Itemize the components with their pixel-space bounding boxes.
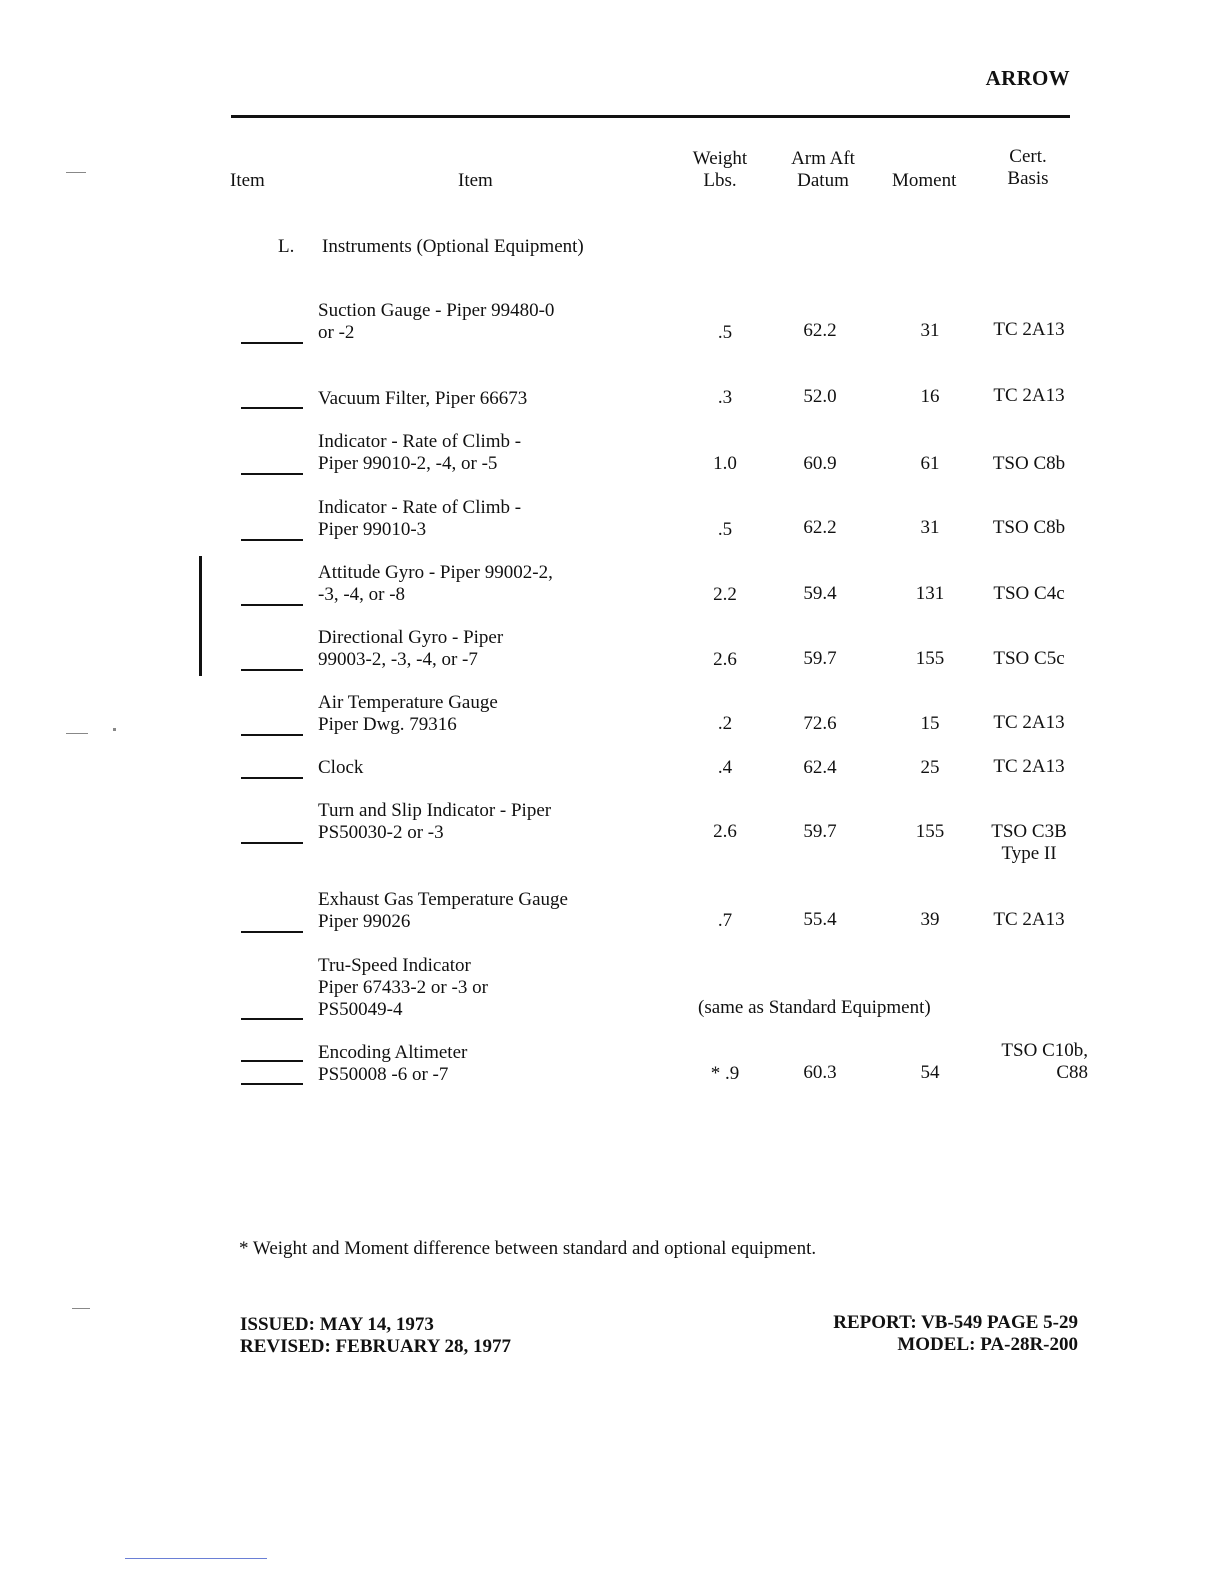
moment-value: 61 xyxy=(920,453,940,474)
section-title: Instruments (Optional Equipment) xyxy=(322,236,584,257)
item-blank-line xyxy=(241,842,303,844)
item-description-line1: Tru-Speed Indicator xyxy=(318,955,471,976)
column-header-cert-line2: Basis xyxy=(1007,168,1049,189)
item-description-line3: PS50049-4 xyxy=(318,999,403,1020)
item-blank-line xyxy=(241,473,303,475)
column-header-weight-line1: Weight xyxy=(692,148,748,169)
item-description-line2: or -2 xyxy=(318,322,355,343)
moment-value: 31 xyxy=(920,517,940,538)
weight-value: .3 xyxy=(717,387,733,408)
item-description-line1: Exhaust Gas Temperature Gauge xyxy=(318,889,568,910)
weight-value: .2 xyxy=(717,713,733,734)
cert-basis: TC 2A13 xyxy=(993,909,1065,930)
item-blank-line xyxy=(241,1018,303,1020)
moment-value: 16 xyxy=(920,386,940,407)
item-description-line2: Piper 99026 xyxy=(318,911,411,932)
bottom-edge-line xyxy=(125,1558,267,1559)
item-description xyxy=(318,889,568,933)
moment-value: 131 xyxy=(915,583,945,604)
item-description-line2: Piper 67433-2 or -3 or xyxy=(318,977,488,998)
item-blank-line xyxy=(241,1060,303,1062)
same-as-standard-note: (same as Standard Equipment) xyxy=(698,997,931,1018)
cert-basis: TSO C8b xyxy=(992,453,1066,474)
moment-value: 54 xyxy=(920,1062,940,1083)
arm-value: 72.6 xyxy=(803,713,837,734)
item-description-line2: Piper 99010-3 xyxy=(318,519,427,540)
footer-report-info xyxy=(833,1312,1078,1356)
moment-value: 31 xyxy=(920,320,940,341)
cert-basis: TSO C4c xyxy=(993,583,1065,604)
weight-value: 2.6 xyxy=(713,821,737,842)
item-blank-line xyxy=(241,604,303,606)
moment-value: 39 xyxy=(920,909,940,930)
document-header-title: ARROW xyxy=(985,66,1070,90)
cert-basis: TC 2A13 xyxy=(993,319,1065,340)
arm-value: 59.7 xyxy=(803,821,837,842)
arm-value: 59.4 xyxy=(803,583,837,604)
arm-value: 60.9 xyxy=(803,453,837,474)
item-blank-line xyxy=(241,931,303,933)
item-description xyxy=(318,955,488,1021)
item-description-line2: PS50008 -6 or -7 xyxy=(318,1064,449,1085)
item-description xyxy=(318,800,551,844)
footer-issue-dates xyxy=(240,1314,511,1358)
moment-value: 155 xyxy=(915,648,945,669)
column-header-weight-line2: Lbs. xyxy=(703,170,737,191)
weight-value: .4 xyxy=(717,757,733,778)
cert-basis-line1: TSO C3B xyxy=(991,821,1067,842)
item-description-line2: Piper 99010-2, -4, or -5 xyxy=(318,453,498,474)
column-header-moment: Moment xyxy=(892,170,957,191)
section-letter: L. xyxy=(278,236,295,257)
item-description-line1: Attitude Gyro - Piper 99002-2, xyxy=(318,562,553,583)
footnote: * Weight and Moment difference between standard and optional equipment. xyxy=(239,1238,817,1259)
item-blank-line xyxy=(241,407,303,409)
moment-value: 155 xyxy=(915,821,945,842)
column-header-arm-line1: Arm Aft xyxy=(791,148,855,169)
column-header-arm-line2: Datum xyxy=(797,170,849,191)
cert-basis: TSO C5c xyxy=(993,648,1065,669)
item-description xyxy=(318,497,521,541)
weight-value: .5 xyxy=(717,322,733,343)
arm-value: 62.2 xyxy=(803,320,837,341)
item-description-line1: Turn and Slip Indicator - Piper xyxy=(318,800,552,821)
item-description-line2: PS50030-2 or -3 xyxy=(318,822,444,843)
column-header-weight xyxy=(680,148,760,192)
weight-value: .5 xyxy=(717,519,733,540)
column-header-cert-line1: Cert. xyxy=(1009,146,1047,167)
arm-value: 62.2 xyxy=(803,517,837,538)
item-description-line1: Clock xyxy=(318,757,364,778)
item-description-line2: -3, -4, or -8 xyxy=(318,584,406,605)
weight-value: .7 xyxy=(717,910,733,931)
column-header-item: Item xyxy=(458,170,493,191)
arm-value: 55.4 xyxy=(803,909,837,930)
item-description-line1: Indicator - Rate of Climb - xyxy=(318,431,522,452)
cert-basis-line2: Type II xyxy=(1001,843,1057,864)
item-description-line1: Directional Gyro - Piper xyxy=(318,627,504,648)
weight-value: 2.2 xyxy=(713,584,737,605)
moment-value: 25 xyxy=(920,757,940,778)
item-description-line1: Indicator - Rate of Climb - xyxy=(318,497,522,518)
item-description-line1: Vacuum Filter, Piper 66673 xyxy=(318,388,528,409)
column-header-item-no: Item xyxy=(230,170,265,191)
arm-value: 59.7 xyxy=(803,648,837,669)
cert-basis xyxy=(968,821,1090,865)
item-description xyxy=(318,562,553,606)
item-description-line1: Encoding Altimeter xyxy=(318,1042,468,1063)
cert-basis: TC 2A13 xyxy=(993,385,1065,406)
item-blank-line xyxy=(241,539,303,541)
item-description xyxy=(318,692,498,736)
arm-value: 60.3 xyxy=(803,1062,837,1083)
weight-value: 2.6 xyxy=(713,649,737,670)
footer-issued: ISSUED: MAY 14, 1973 xyxy=(240,1314,434,1335)
weight-value: * .9 xyxy=(710,1063,740,1084)
item-description-line2: Piper Dwg. 79316 xyxy=(318,714,457,735)
weight-value: 1.0 xyxy=(713,453,737,474)
cert-basis xyxy=(978,1040,1088,1084)
margin-mark xyxy=(66,733,88,734)
item-blank-line xyxy=(241,1083,303,1085)
cert-basis-line2: C88 xyxy=(1056,1062,1088,1083)
margin-mark xyxy=(66,172,86,173)
item-description xyxy=(318,627,503,671)
arm-value: 52.0 xyxy=(803,386,837,407)
item-blank-line xyxy=(241,342,303,344)
cert-basis: TSO C8b xyxy=(992,517,1066,538)
footer-report: REPORT: VB-549 PAGE 5-29 xyxy=(833,1312,1078,1333)
item-blank-line xyxy=(241,777,303,779)
item-description-line1: Suction Gauge - Piper 99480-0 xyxy=(318,300,555,321)
item-description xyxy=(318,431,521,475)
item-description-line2: 99003-2, -3, -4, or -7 xyxy=(318,649,478,670)
arm-value: 62.4 xyxy=(803,757,837,778)
header-rule xyxy=(231,115,1070,118)
cert-basis: TC 2A13 xyxy=(993,712,1065,733)
cert-basis: TC 2A13 xyxy=(993,756,1065,777)
footer-model: MODEL: PA-28R-200 xyxy=(897,1334,1078,1355)
column-header-arm xyxy=(780,148,866,192)
moment-value: 15 xyxy=(920,713,940,734)
item-blank-line xyxy=(241,734,303,736)
footer-revised: REVISED: FEBRUARY 28, 1977 xyxy=(240,1336,511,1357)
item-description xyxy=(318,757,363,779)
item-description-line1: Air Temperature Gauge xyxy=(318,692,498,713)
cert-basis-line1: TSO C10b, xyxy=(1001,1040,1088,1061)
revision-change-bar xyxy=(199,556,202,676)
item-description xyxy=(318,1042,467,1086)
margin-mark xyxy=(113,728,116,731)
item-description xyxy=(318,300,554,344)
column-header-cert xyxy=(992,146,1064,190)
margin-mark xyxy=(72,1308,90,1309)
item-blank-line xyxy=(241,669,303,671)
item-description xyxy=(318,388,527,410)
